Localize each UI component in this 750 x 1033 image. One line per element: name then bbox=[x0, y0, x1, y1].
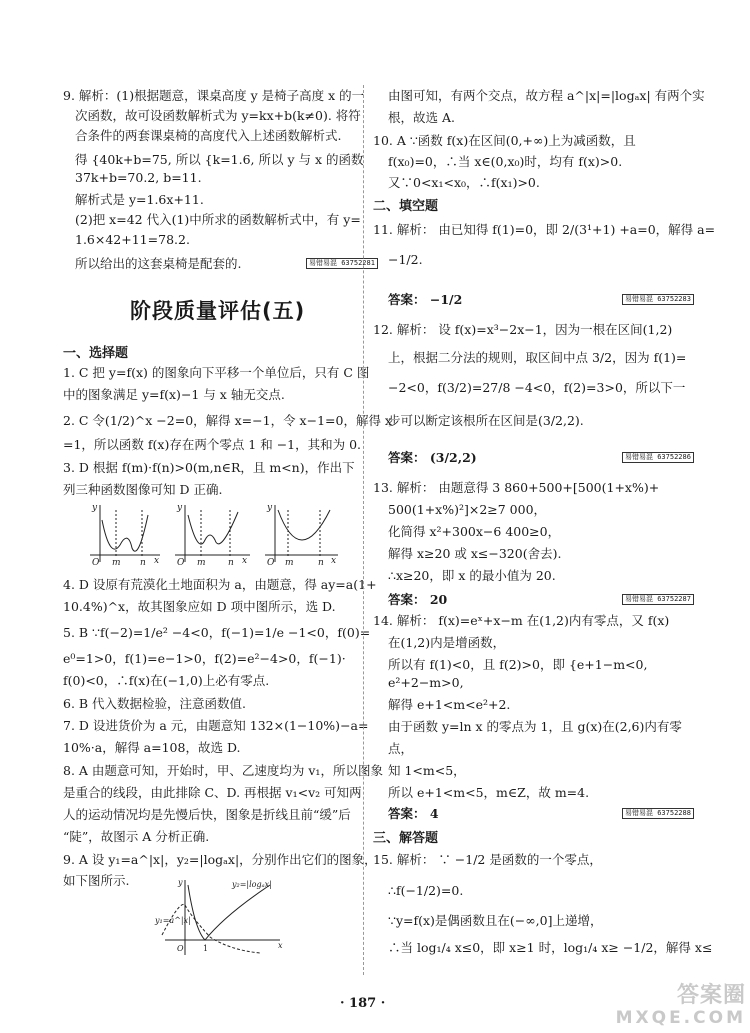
graph3-y-label: y bbox=[267, 503, 273, 513]
mc2-line-1: 4. D 设原有荒漠化土地面积为 a，由题意，得 ay=a(1+ bbox=[63, 577, 377, 592]
mc2-line-10: 是重合的线段，由此排除 C、D. 再根据 v₁<v₂ 可知两 bbox=[63, 785, 362, 800]
graph1-y-label: y bbox=[92, 503, 98, 513]
q13-line-2: 500(1+x%)²]×2≥7 000， bbox=[388, 502, 547, 517]
graph1-origin-label: O bbox=[92, 558, 100, 568]
mc2-line-7: 7. D 设进货价为 a 元，由题意知 132×(1−10%)−a= bbox=[63, 718, 369, 733]
graph1-x-label: x bbox=[154, 556, 160, 566]
q12-line-2: 上，根据二分法的规则，取区间中点 3/2，因为 f(1)= bbox=[388, 350, 687, 365]
mc2-line-3: 5. B ∵f(−2)=1/e² −4<0，f(−1)=1/e −1<0，f(0)= bbox=[63, 625, 371, 640]
mc2-line-9: 8. A 由题意可知，开始时，甲、乙速度均为 v₁，所以图象 bbox=[63, 763, 383, 778]
mc2-line-5: f(0)<0，∴f(x)在(−1,0)上必有零点. bbox=[63, 673, 270, 688]
mc2-line-14: 如下图所示. bbox=[63, 873, 130, 888]
q14-line-7: 点， bbox=[388, 741, 414, 756]
section-heading-solve: 三、解答题 bbox=[373, 831, 439, 846]
q13-line-5: ∴x≥20，即 x 的最小值为 20. bbox=[388, 568, 556, 583]
tag-code-12: 易错易混 63752286 bbox=[622, 452, 694, 463]
q12-line-4: 步可以断定该根所在区间是(3/2,2). bbox=[388, 413, 584, 428]
r-line-2: 根，故选 A. bbox=[388, 110, 455, 125]
mc-line-6: 列三种函数图像可知 D 正确. bbox=[63, 482, 223, 497]
mc2-line-11: 人的运动情况均是先慢后快，图象是折线且前“缓”后 bbox=[63, 807, 351, 822]
q9-line-8: 1.6×42+11=78.2. bbox=[75, 232, 190, 247]
watermark-top: 答案圈 bbox=[676, 983, 746, 1008]
log-abs-graph-figure bbox=[150, 875, 290, 960]
mc-line-5: 3. D 根据 f(m)·f(n)>0(m,n∈R，且 m<n)，作出下 bbox=[63, 460, 355, 475]
graph2-m-label: m bbox=[197, 558, 206, 568]
q12-answer: 答案： (3/2,2) bbox=[388, 450, 477, 465]
q15-line-4: ∴当 log₁/₄ x≤0，即 x≥1 时，log₁/₄ x≥ −1/2，解得 x≤ bbox=[388, 940, 713, 955]
q12-line-1: 12. 解析： 设 f(x)=x³−2x−1，因为一根在区间(1,2) bbox=[373, 322, 673, 337]
mc-line-3: 2. C 令(1/2)^x −2=0，解得 x=−1，令 x−1=0，解得 x bbox=[63, 413, 392, 428]
q9-line-9: 所以给出的这套桌椅是配套的. bbox=[75, 256, 242, 271]
page-number: · 187 · bbox=[340, 996, 386, 1011]
mc-line-2: 中的图象满足 y=f(x)−1 与 x 轴无交点. bbox=[63, 387, 285, 402]
q9-line-3: 合条件的两套课桌椅的高度代入上述函数解析式. bbox=[75, 128, 342, 143]
mc2-line-6: 6. B 代入数据检验，注意函数值. bbox=[63, 696, 247, 711]
q14-line-6: 由于函数 y=ln x 的零点为 1，且 g(x)在(2,6)内有零 bbox=[388, 719, 682, 734]
y2-curve-label: y₂=|logₐx| bbox=[232, 880, 272, 889]
q9-line-2: 次函数，故可设函数解析式为 y=kx+b(k≠0). 将符 bbox=[75, 108, 361, 123]
section-heading-fill: 二、填空题 bbox=[373, 199, 439, 214]
q14-line-4: e²+2−m>0, bbox=[388, 675, 464, 690]
tag-code-13: 易错易混 63752287 bbox=[622, 594, 694, 605]
r-line-3: 10. A ∵函数 f(x)在区间(0,+∞)上为减函数，且 bbox=[373, 133, 636, 148]
q13-line-1: 13. 解析： 由题意得 3 860+500+[500(1+x%)+ bbox=[373, 480, 660, 495]
watermark-logo bbox=[616, 985, 746, 1029]
q15-line-2: ∴f(−1/2)=0. bbox=[388, 883, 464, 898]
graph-one-label: 1 bbox=[203, 944, 209, 953]
q11-line-2: −1/2. bbox=[388, 252, 423, 267]
graph1-m-label: m bbox=[112, 558, 121, 568]
mc2-line-13: 9. A 设 y₁=a^|x|，y₂=|logₐx|，分别作出它们的图象， bbox=[63, 852, 377, 867]
graph-y-axis-label: y bbox=[178, 878, 183, 887]
graph3-x-label: x bbox=[331, 556, 337, 566]
q9-line-7: (2)把 x=42 代入(1)中所求的函数解析式中，有 y= bbox=[75, 212, 361, 227]
q13-answer: 答案： 20 bbox=[388, 592, 448, 607]
graph3-n-label: n bbox=[318, 558, 324, 568]
q11-line-1: 11. 解析： 由已知得 f(1)=0，即 2/(3¹+1) +a=0，解得 a= bbox=[373, 222, 716, 237]
q14-line-5: 解得 e+1<m<e²+2. bbox=[388, 697, 511, 712]
q14-answer: 答案： 4 bbox=[388, 806, 439, 821]
r-line-5: 又∵0<x₁<x₀，∴f(x₁)>0. bbox=[388, 175, 540, 190]
graph2-y-label: y bbox=[177, 503, 183, 513]
r-line-1: 由图可知，有两个交点，故方程 a^|x|=|logₐx| 有两个实 bbox=[388, 88, 705, 103]
graph1-n-label: n bbox=[140, 558, 146, 568]
graph3-origin-label: O bbox=[267, 558, 275, 568]
q14-line-2: 在(1,2)内是增函数， bbox=[388, 635, 506, 650]
q14-line-8: 知 1<m<5， bbox=[388, 763, 466, 778]
q9-line-1: 9. 解析：(1)根据题意，课桌高度 y 是椅子高度 x 的一 bbox=[63, 88, 365, 103]
q15-line-3: ∵y=f(x)是偶函数且在(−∞,0]上递增， bbox=[388, 913, 603, 928]
graph-origin-label: O bbox=[177, 944, 184, 953]
watermark-bottom: MXQE.COM bbox=[615, 1008, 746, 1028]
tag-code-14: 易错易混 63752288 bbox=[622, 808, 694, 819]
q13-line-4: 解得 x≥20 或 x≤−320(舍去). bbox=[388, 546, 562, 561]
mc2-line-4: e⁰=1>0，f(1)=e−1>0，f(2)=e²−4>0，f(−1)· bbox=[63, 651, 346, 666]
y1-curve-label: y₁=a^|x| bbox=[155, 916, 191, 925]
q11-answer: 答案： −1/2 bbox=[388, 292, 463, 307]
q15-line-1: 15. 解析： ∵ −1/2 是函数的一个零点， bbox=[373, 852, 602, 867]
q9-line-5: 37k+b=70.2, b=11. bbox=[75, 170, 202, 185]
q13-line-3: 化简得 x²+300x−6 400≥0， bbox=[388, 524, 561, 539]
mc2-line-12: “陡”，故图示 A 分析正确. bbox=[63, 829, 210, 844]
graph-x-axis-label: x bbox=[278, 941, 283, 950]
page-title: 阶段质量评估(五) bbox=[130, 299, 306, 323]
graph2-origin-label: O bbox=[177, 558, 185, 568]
q14-line-9: 所以 e+1<m<5，m∈Z，故 m=4. bbox=[388, 785, 590, 800]
mc-line-1: 1. C 把 y=f(x) 的图象向下平移一个单位后，只有 C 图 bbox=[63, 365, 370, 380]
graph2-n-label: n bbox=[228, 558, 234, 568]
mc2-line-2: 10.4%)^x，故其图象应如 D 项中图所示，选 D. bbox=[63, 599, 336, 614]
function-graphs-figure bbox=[80, 500, 340, 570]
mc-line-4: =1，所以函数 f(x)存在两个零点 1 和 −1，其和为 0. bbox=[63, 437, 362, 452]
mc2-line-8: 10%·a，解得 a=108，故选 D. bbox=[63, 740, 241, 755]
q14-line-3: 所以有 f(1)<0，且 f(2)>0，即 {e+1−m<0, bbox=[388, 657, 648, 672]
graph3-m-label: m bbox=[285, 558, 294, 568]
q12-line-3: −2<0，f(3/2)=27/8 −4<0，f(2)=3>0，所以下一 bbox=[388, 380, 686, 395]
graph2-x-label: x bbox=[242, 556, 248, 566]
q14-line-1: 14. 解析： f(x)=eˣ+x−m 在(1,2)内有零点，又 f(x) bbox=[373, 613, 670, 628]
q9-line-6: 解析式是 y=1.6x+11. bbox=[75, 192, 204, 207]
column-divider bbox=[363, 85, 364, 975]
r-line-4: f(x₀)=0，∴当 x∈(0,x₀)时，均有 f(x)>0. bbox=[388, 154, 623, 169]
section-heading-choice: 一、选择题 bbox=[63, 346, 129, 361]
q9-line-4: 得 {40k+b=75, 所以 {k=1.6, 所以 y 与 x 的函数 bbox=[75, 152, 364, 167]
tag-code-1: 易错易混 63752281 bbox=[306, 258, 378, 269]
tag-code-11: 易错易混 63752283 bbox=[622, 294, 694, 305]
